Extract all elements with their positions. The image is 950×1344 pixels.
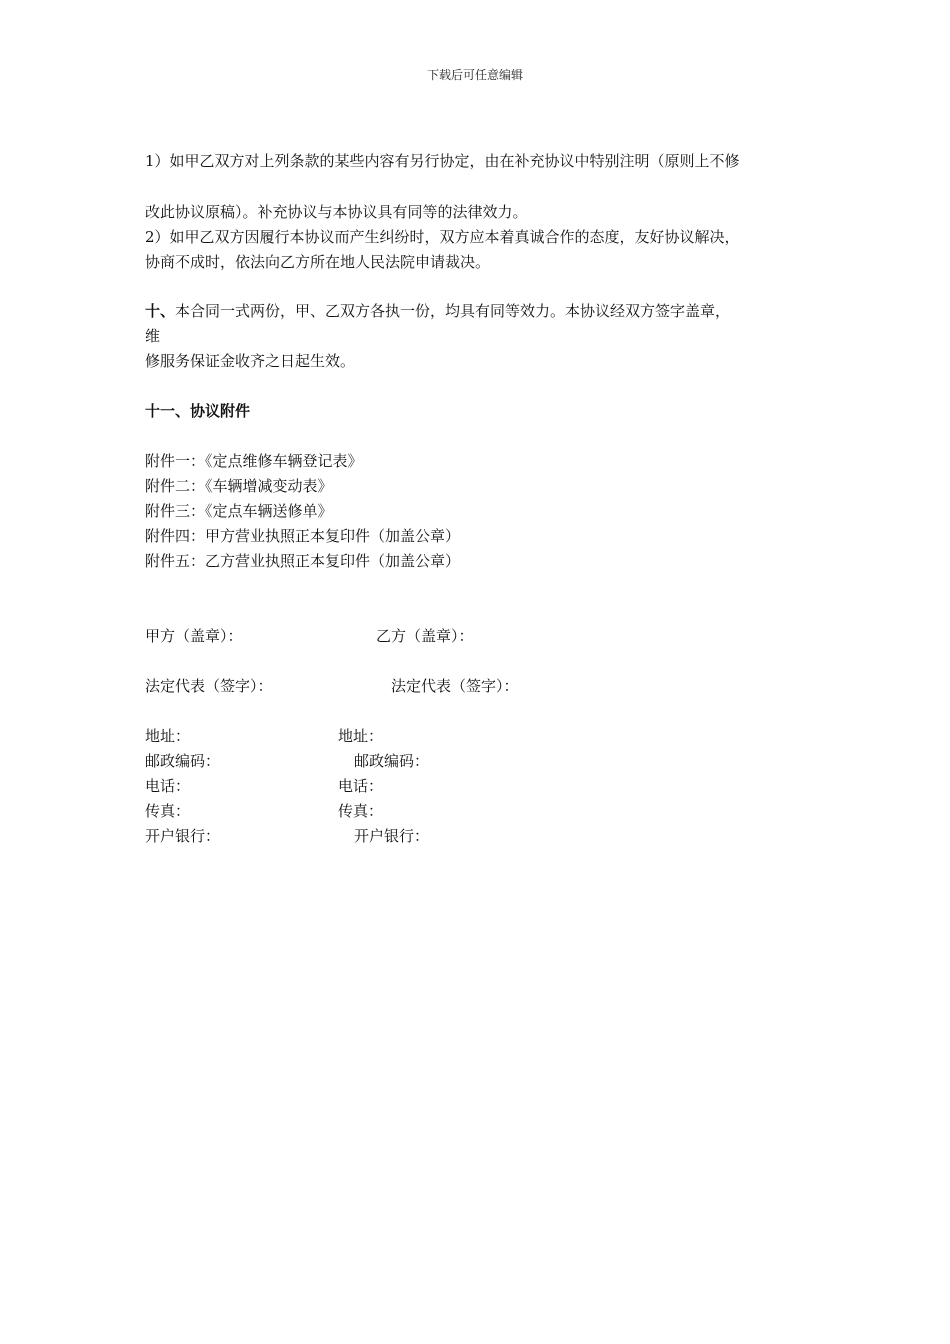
party-a-postcode-label: 邮政编码：: [145, 752, 221, 770]
attachment-item: 附件四：甲方营业执照正本复印件（加盖公章）: [145, 527, 461, 545]
section-10-line-3: 修服务保证金收齐之日起生效。: [145, 352, 356, 370]
attachment-item: 附件三：《定点车辆送修单》: [145, 502, 333, 520]
party-b-fax-label: 传真：: [338, 802, 384, 820]
section-10-text: 本合同一式两份，甲、乙双方各执一份，均具有同等效力。本协议经双方签字盖章，: [175, 302, 731, 320]
party-a-fax-label: 传真：: [145, 802, 191, 820]
section-10-line-2: 维: [145, 327, 161, 345]
attachment-item: 附件五：乙方营业执照正本复印件（加盖公章）: [145, 552, 461, 570]
party-a-address-label: 地址：: [145, 727, 191, 745]
party-b-address-label: 地址：: [338, 727, 384, 745]
attachment-item: 附件一：《定点维修车辆登记表》: [145, 452, 363, 470]
party-b-phone-label: 电话：: [338, 777, 384, 795]
party-b-postcode-label: 邮政编码：: [354, 752, 430, 770]
party-b-seal-label: 乙方（盖章）：: [376, 627, 474, 645]
section-10-number: 十、: [145, 302, 176, 320]
attachment-item: 附件二：《车辆增减变动表》: [145, 477, 333, 495]
party-b-bank-label: 开户银行：: [354, 827, 430, 845]
clause-2-line-1: 2）如甲乙双方因履行本协议而产生纠纷时，双方应本着真诚合作的态度，友好协议解决，: [145, 228, 740, 246]
page-header: 下载后可任意编辑: [426, 68, 523, 82]
party-a-bank-label: 开户银行：: [145, 827, 221, 845]
section-11-title: 十一、协议附件: [145, 402, 251, 420]
clause-1-line-1: 1）如甲乙双方对上列条款的某些内容有另行协定，由在补充协议中特别注明（原则上不修: [145, 152, 740, 170]
party-a-rep-label: 法定代表（签字）：: [145, 677, 273, 695]
clause-2-line-2: 协商不成时，依法向乙方所在地人民法院申请裁决。: [145, 253, 491, 271]
clause-1-line-2: 改此协议原稿）。补充协议与本协议具有同等的法律效力。: [145, 203, 528, 221]
party-a-seal-label: 甲方（盖章）：: [145, 627, 243, 645]
party-b-rep-label: 法定代表（签字）：: [391, 677, 519, 695]
party-a-phone-label: 电话：: [145, 777, 191, 795]
section-10-line-1: [145, 301, 730, 321]
